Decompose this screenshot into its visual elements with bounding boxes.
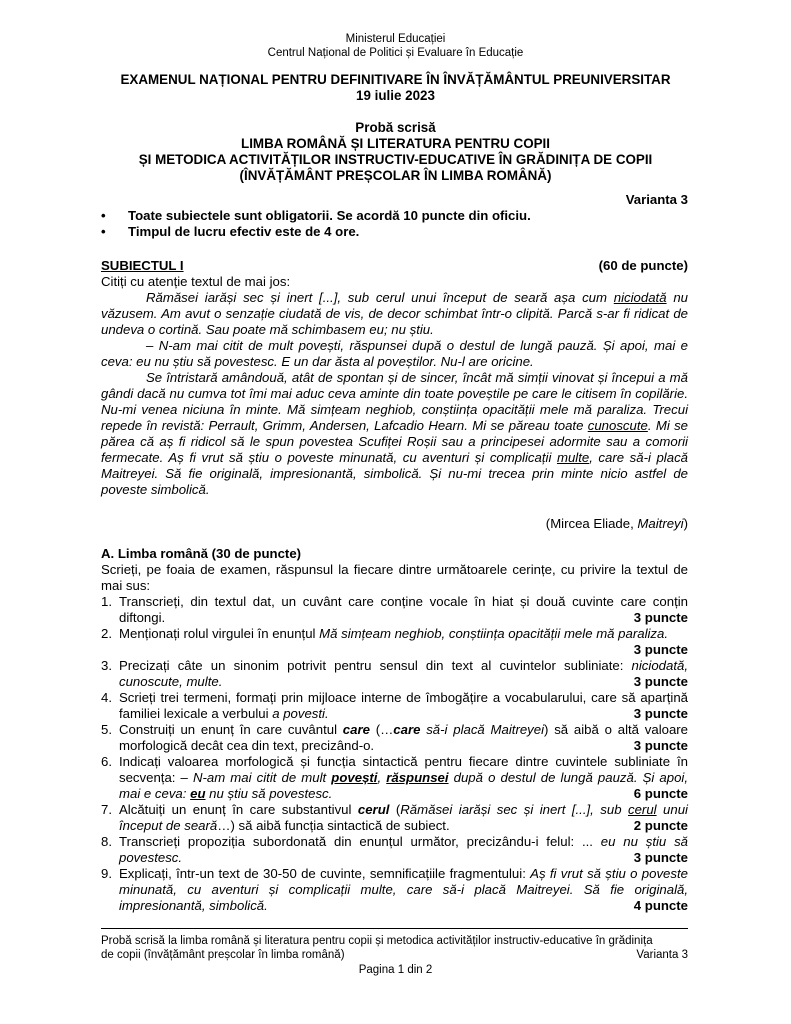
task-item: 6. Indicați valoarea morfologică și funcția sintactică pentru fiecare dintre cuvintele subliniate în secvența: – N-am mai citit de mult povești, răspunsei după o destul de lungă pauză. Și apoi, mai e ceva: eu nu știu să povestesc. 6 puncte — [101, 754, 689, 801]
subject-heading — [101, 258, 688, 274]
variant-label: Varianta 3 — [625, 192, 688, 207]
exam-subject-line-3: (ÎNVĂȚĂMÂNT PREȘCOLAR ÎN LIMBA ROMÂNĂ) — [239, 168, 552, 183]
task-points: 3 puncte — [633, 642, 688, 657]
task-points: 2 puncte — [633, 818, 688, 833]
excerpt-paragraph: – N-am mai citit de mult povești, răspunsei după o destul de lungă pauză. Și apoi, mai e ceva: eu nu știu să povestesc. E un dar ăsta al poveștilor. Nu-l are oricine. — [101, 338, 688, 369]
task-points: 4 puncte — [633, 898, 688, 913]
issuer-header — [0, 32, 791, 60]
exam-heading — [0, 72, 791, 184]
task-item: 2. Menționați rolul virgulei în enunțul Mă simțeam neghiob, conștiința opacității mele mă paraliza. 3 puncte — [101, 626, 688, 657]
page-number: Pagina 1 din 2 — [358, 964, 433, 976]
task-item: 9. Explicați, într-un text de 30-50 de cuvinte, semnificațiile fragmentului: Aș fi vrut să știu o poveste minunată, cu aventuri și complicații multe, care să-i placă Maitreyei. Să fie originală, impresionantă, simbolică. 4 puncte — [101, 866, 688, 913]
footer-line-1: Probă scrisă la limba română și literatura pentru copii și metodica activităților instructiv-educative în grădinița — [101, 935, 653, 947]
task-item: 4. Scrieți trei termeni, formați prin mijloace interne de îmbogățire a vocabularului, care să aparțină familiei lexicale a verbului a povesti. 3 puncte — [101, 690, 688, 721]
subject-title: SUBIECTUL I — [101, 258, 184, 273]
literary-excerpt — [101, 290, 688, 498]
task-points: 3 puncte — [633, 674, 688, 689]
subject-points: (60 de puncte) — [598, 258, 688, 273]
task-item: 8. Transcrieți propoziția subordonată din enunțul următor, precizându-i felul: ... eu nu știu să povestesc. 3 puncte — [101, 834, 688, 865]
task-points: 3 puncte — [633, 706, 688, 721]
section-a-title: A. Limba română (30 de puncte) — [101, 546, 302, 561]
exam-subject-line-2: ȘI METODICA ACTIVITĂȚILOR INSTRUCTIV-EDUCATIVE ÎN GRĂDINIȚA DE COPII — [138, 152, 653, 167]
task-item: 5. Construiți un enunț în care cuvântul care (…care să-i placă Maitreyei) să aibă o altă valoare morfologică decât cea din text, precizând-o. 3 puncte — [101, 722, 689, 753]
rule-item: • Toate subiectele sunt obligatorii. Se acordă 10 puncte din oficiu. — [101, 208, 688, 224]
excerpt-paragraph: Se întristară amândouă, atât de spontan și de sincer, încât mă simții vinovat și începui a mă gândi dacă nu cumva tot îmi mai aduc ceva aminte din toate poveștile pe care le citisem în copilărie. Nu-mi venea niciuna în minte. Mă simțeam neghiob, conștiința opacității mele mă paraliza. Trecui repede în revistă: Perrault, Grimm, Andersen, Lafcadio Hearn. Mi se păreau toate cunoscute. Mi se părea că aș fi ridicol să le spun povestea Scufiței Roșii sau a principesei adormite sau a comorii fermecate. Aș fi vrut să știu o poveste minunată, cu aventuri și complicații multe, care să-i placă Maitreyei. Să fie originală, impresionantă, simbolică. Și nu-mi trecea prin minte nicio astfel de poveste simbolică. — [101, 370, 689, 497]
footer-variant: Varianta 3 — [636, 949, 688, 961]
task-points: 3 puncte — [633, 738, 688, 753]
subject-instruction: Citiți cu atenție textul de mai jos: — [101, 274, 291, 289]
rule-item: • Timpul de lucru efectiv este de 4 ore. — [101, 224, 688, 240]
exam-title: EXAMENUL NAȚIONAL PENTRU DEFINITIVARE ÎN ÎNVĂȚĂMÂNTUL PREUNIVERSITAR — [120, 72, 671, 87]
exam-subject-line-1: LIMBA ROMÂNĂ ȘI LITERATURA PENTRU COPII — [241, 136, 550, 151]
task-points: 3 puncte — [633, 610, 688, 625]
center-name: Centrul Național de Politici și Evaluare în Educație — [267, 47, 524, 59]
exam-proba: Probă scrisă — [355, 120, 436, 135]
page-footer — [101, 934, 688, 962]
excerpt-source: (Mircea Eliade, Maitreyi) — [545, 516, 688, 531]
underlined-word: cunoscute — [587, 418, 648, 433]
footer-line-2: de copii (învățământ preșcolar în limba română) — [101, 949, 345, 961]
task-item: 1. Transcrieți, din textul dat, un cuvânt care conține vocale în hiat și două cuvinte care conțin diftongi. 3 puncte — [101, 594, 688, 625]
task-points: 6 puncte — [633, 786, 688, 801]
underlined-word: multe — [556, 450, 590, 465]
exam-rules — [101, 208, 688, 240]
task-item: 7. Alcătuiți un enunț în care substantivul cerul (Rămăsei iarăși sec și inert [...], sub cerul unui început de seară…) să aibă funcția sintactică de subiect. 2 puncte — [101, 802, 688, 833]
task-points: 3 puncte — [633, 850, 688, 865]
ministry-name: Ministerul Educației — [345, 33, 446, 45]
section-a-instruction: Scrieți, pe foaia de examen, răspunsul la fiecare dintre următoarele cerințe, cu privire la textul de mai sus: — [101, 562, 688, 593]
task-item: 3. Precizați câte un sinonim potrivit pentru sensul din text al cuvintelor subliniate: niciodată, cunoscute, multe. 3 puncte — [101, 658, 688, 689]
underlined-word: niciodată — [613, 290, 667, 305]
footer-divider — [101, 928, 688, 929]
excerpt-paragraph: Rămăsei iarăși sec și inert [...], sub cerul unui început de seară așa cum niciodată nu văzusem. Am avut o senzație ciudată de vis, de decor schimbat într-o clipită. Parcă s-ar fi ridicat de undeva o cortină. Sau poate mă schimbasem eu; nu știu. — [101, 290, 688, 337]
exam-date: 19 iulie 2023 — [356, 88, 435, 103]
section-a-items — [101, 594, 688, 914]
